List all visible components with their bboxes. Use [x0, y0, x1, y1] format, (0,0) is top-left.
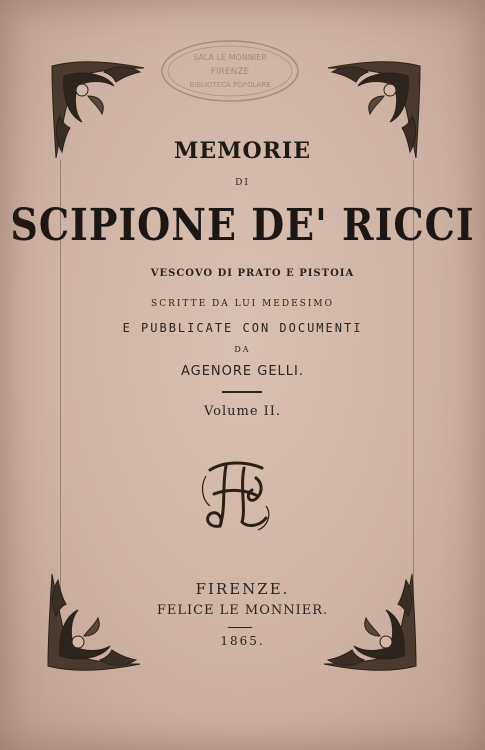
subtitle-published: E PUBBLICATE CON DOCUMENTI	[122, 321, 363, 335]
volume-label: Volume II.	[203, 404, 282, 419]
subtitle-office: VESCOVO DI PRATO E PISTOIA	[150, 268, 355, 279]
publisher-monogram-logo	[196, 456, 276, 536]
imprint-city: FIRENZE.	[195, 580, 290, 598]
title-subject-name: SCIPIONE DE' RICCI	[10, 198, 475, 251]
imprint-year: 1865.	[220, 634, 265, 648]
title-di: DI	[235, 178, 250, 188]
stamp-line-3: BIBLIOTECA POPOLARE	[189, 81, 271, 89]
divider-rule	[222, 391, 262, 393]
subtitle-written-by: SCRITTE DA LUI MEDESIMO	[151, 299, 334, 309]
library-stamp	[158, 36, 303, 106]
subtitle-da: DA	[234, 345, 251, 354]
title-memorie: MEMORIE	[174, 138, 311, 164]
imprint-rule	[228, 627, 252, 628]
imprint-publisher: FELICE LE MONNIER.	[156, 603, 329, 618]
stamp-line-2: FIRENZE	[210, 67, 250, 77]
editor-name: AGENORE GELLI.	[180, 364, 305, 379]
stamp-line-1: SALA LE MONNIER	[193, 53, 267, 62]
